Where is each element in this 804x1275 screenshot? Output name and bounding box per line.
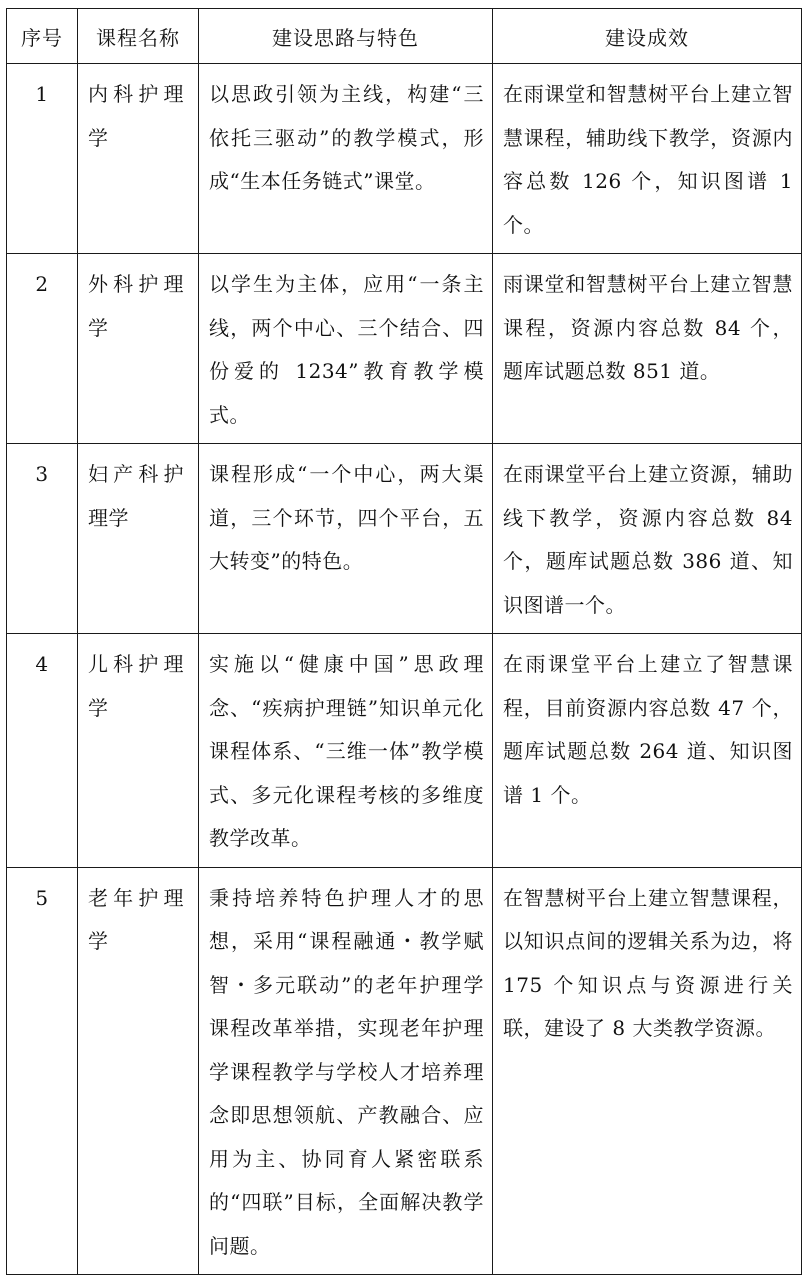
table-row: [7, 64, 802, 254]
header-course-name: 课程名称: [78, 9, 199, 64]
row-index: 1: [35, 82, 49, 106]
row-results: 在智慧树平台上建立智慧课程，以知识点间的逻辑关系为边，将 175 个知识点与资源进行关联，建设了 8 大类教学资源。: [503, 885, 793, 1040]
row-index: 3: [35, 462, 49, 486]
row-course-name: 妇产科护理学: [88, 462, 184, 530]
table-row: [7, 444, 802, 634]
row-approach: 以学生为主体，应用“一条主线，两个中心、三个结合、四份爱的 1234”教育教学模式。: [209, 272, 484, 427]
row-results: 在雨课堂和智慧树平台上建立智慧课程，辅助线下教学，资源内容总数 126 个，知识图谱 1 个。: [503, 82, 793, 237]
table-row: [7, 867, 802, 1275]
header-index: 序号: [7, 9, 78, 64]
row-index: 4: [35, 652, 49, 676]
row-course-name: 内科护理学: [88, 82, 184, 150]
row-approach: 以思政引领为主线，构建“三依托三驱动”的教学模式，形成“生本任务链式”课堂。: [209, 82, 484, 193]
row-index: 5: [35, 885, 49, 910]
row-results: 在雨课堂平台上建立资源，辅助线下教学，资源内容总数 84 个，题库试题总数 386 道、知识图谱一个。: [503, 462, 793, 617]
row-results: 在雨课堂平台上建立了智慧课程，目前资源内容总数 47 个，题库试题总数 264 道、知识图谱 1 个。: [503, 652, 793, 807]
row-results: 雨课堂和智慧树平台上建立智慧课程，资源内容总数 84 个， 题库试题总数 851 道。: [503, 272, 793, 383]
table-row: [7, 254, 802, 444]
course-construction-table: [6, 8, 802, 1275]
header-results: 建设成效: [493, 9, 802, 64]
row-index: 2: [35, 272, 49, 296]
row-approach: 实施以“健康中国”思政理念、“疾病护理链”知识单元化课程体系、“三维一体”教学模式、多元化课程考核的多维度教学改革。: [209, 652, 484, 850]
table-row: [7, 634, 802, 868]
row-course-name: 儿科护理学: [88, 652, 184, 720]
table-header-row: [7, 9, 802, 64]
row-approach: 课程形成“一个中心，两大渠道，三个环节，四个平台，五大转变”的特色。: [209, 462, 484, 573]
row-course-name: 外科护理学: [88, 272, 184, 340]
row-course-name: 老年护理学: [88, 885, 184, 953]
row-approach: 秉持培养特色护理人才的思想，采用“课程融通・教学赋智・多元联动”的老年护理学课程改革举措，实现老年护理学课程教学与学校人才培养理念即思想领航、产教融合、应用为主、协同育人紧密联系的“四联”目标，全面解决教学问题。: [209, 885, 484, 1258]
header-approach: 建设思路与特色: [199, 9, 493, 64]
